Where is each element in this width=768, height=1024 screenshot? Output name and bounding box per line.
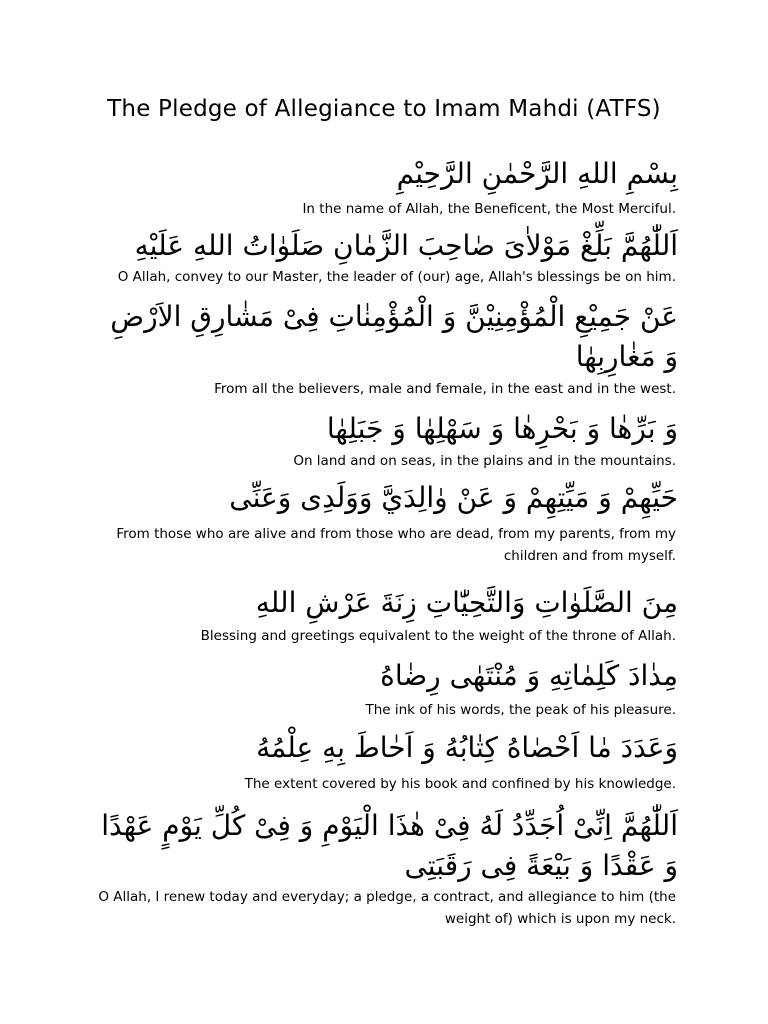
english-translation-2: O Allah, convey to our Master, the leader of (our) age, Allah's blessings be on him. [117,269,676,285]
english-translation-1: In the name of Allah, the Beneficent, the Most Merciful. [302,201,676,217]
arabic-verse-7: مِدٰادَ كَلِمٰاتِهِ وَ مُنْتَهٰى رِضٰاهُ [380,659,678,692]
arabic-verse-1: بِسْمِ اللهِ الرَّحْمٰنِ الرَّحِيْمِ [396,157,678,190]
arabic-verse-5: حَيِّهِمْ وَ مَيِّتِهِمْ وَ عَنْ وٰالِدَيَّ وَوَلَدِى وَعَنِّى [229,481,678,514]
arabic-verse-3: عَنْ جَمِيْعِ الْمُؤْمِنِيْنَّ وَ الْمُؤْمِنٰاتِ فِىْ مَشٰارِقِ الاَرْضِ وَ مَغٰارِبِهٰا [110,300,678,373]
arabic-verse-8: وَعَدَدَ مٰا اَحْصٰاهُ كِتٰابُهُ وَ اَحٰاطَ بِهِ عِلْمُهُ [256,731,678,764]
arabic-verse-9: اَللّٰهُمَّ اِنِّىْ اُجَدِّدُ لَهُ فِىْ هٰذَا الْيَوْمِ وَ فِىْ كُلِّ يَوْمٍ عَهْدًا وَ عَقْدًا وَ بَيْعَةً فِى رَقَبَتِى [101,809,678,882]
arabic-verse-4: وَ بَرِّهٰا وَ بَحْرِهٰا وَ سَهْلِهٰا وَ جَبَلِهٰا [326,412,678,445]
english-translation-3: From all the believers, male and female, in the east and in the west. [214,381,676,397]
english-translation-4: On land and on seas, in the plains and in the mountains. [293,453,676,469]
english-translation-8: The extent covered by his book and confined by his knowledge. [244,776,676,792]
english-translation-9: O Allah, I renew today and everyday; a pledge, a contract, and allegiance to him (the weight of) which is upon my neck. [98,889,676,927]
page-title: The Pledge of Allegiance to Imam Mahdi (ATFS) [107,96,661,122]
arabic-verse-6: مِنَ الصَّلَوٰاتِ وَالتَّحِيّٰاتِ زِنَةَ عَرْشِ اللهِ [255,586,678,619]
english-translation-6: Blessing and greetings equivalent to the weight of the throne of Allah. [200,628,676,644]
english-translation-7: The ink of his words, the peak of his pleasure. [365,702,676,718]
arabic-verse-2: اَللّٰهُمَّ بَلِّغْ مَوْلاٰىَ صٰاحِبَ الزَّمٰانِ صَلَوٰاتُ اللهِ عَلَيْهِ [134,229,678,262]
english-translation-5: From those who are alive and from those who are dead, from my parents, from my children and from myself. [116,526,676,564]
